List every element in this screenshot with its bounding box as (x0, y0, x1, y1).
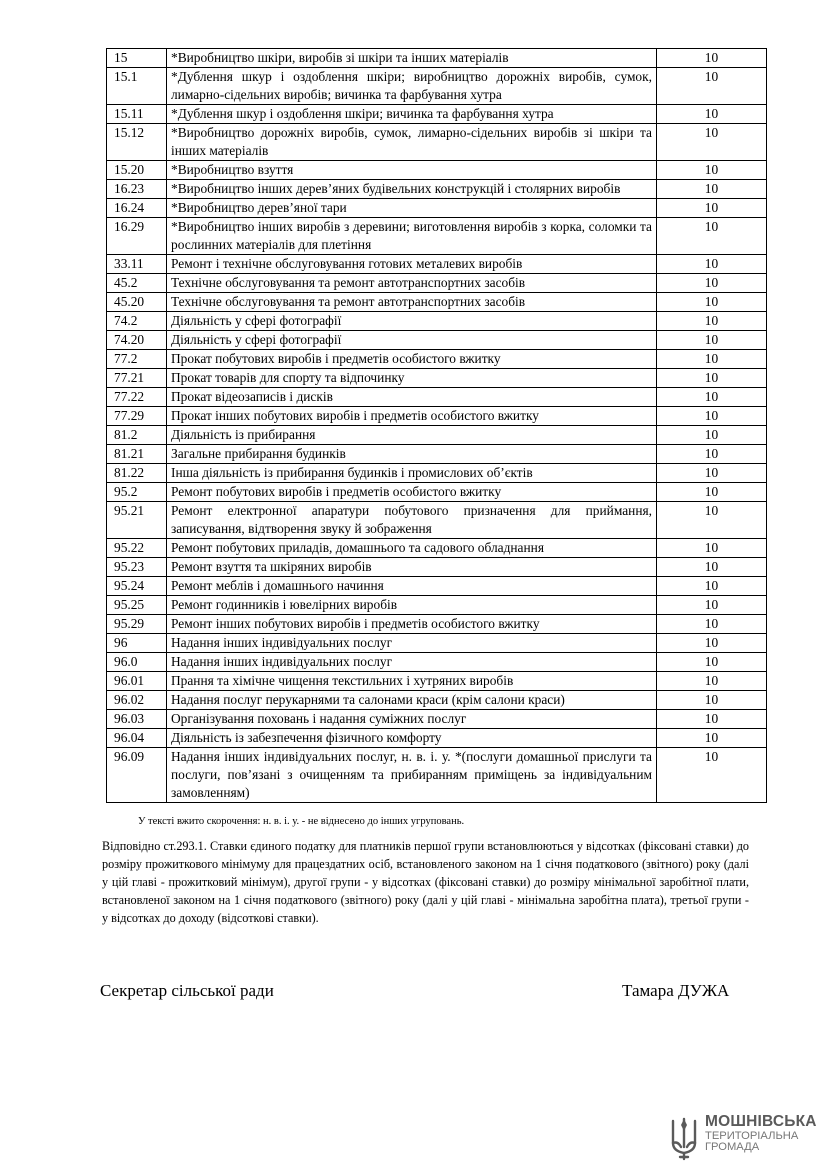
table-row (107, 293, 767, 312)
table-row (107, 68, 767, 105)
rate-cell: 10 (657, 199, 767, 218)
code-cell: 95.25 (107, 596, 167, 615)
rate-cell: 10 (657, 729, 767, 748)
code-cell: 15.1 (107, 68, 167, 105)
activity-cell: Надання послуг перукарнями та салонами краси (крім салони краси) (167, 691, 657, 710)
signature-role: Секретар сільської ради (100, 981, 274, 1000)
rate-cell: 10 (657, 445, 767, 464)
rate-cell: 10 (657, 68, 767, 105)
activity-cell: Прокат інших побутових виробів і предметів особистого вжитку (167, 407, 657, 426)
activity-cell: Ремонт взуття та шкіряних виробів (167, 558, 657, 577)
abbreviation-note: У тексті вжито скорочення: н. в. і. у. - не віднесено до інших угруповань. (138, 816, 465, 827)
table-row (107, 426, 767, 445)
table-row (107, 407, 767, 426)
code-cell: 95.23 (107, 558, 167, 577)
code-cell: 95.2 (107, 483, 167, 502)
code-cell: 74.20 (107, 331, 167, 350)
code-cell: 77.2 (107, 350, 167, 369)
table-row (107, 691, 767, 710)
table-row (107, 49, 767, 68)
rate-cell: 10 (657, 388, 767, 407)
code-cell: 16.23 (107, 180, 167, 199)
table-row (107, 502, 767, 539)
activity-cell: *Дублення шкур і оздоблення шкіри; виробництво дорожніх виробів, сумок, лимарно-сідельних виробів; вичинка та фарбування хутра (167, 68, 657, 105)
table-row (107, 105, 767, 124)
rate-cell: 10 (657, 161, 767, 180)
logo-title: МОШНІВСЬКА (705, 1113, 817, 1130)
activity-cell: Ремонт електронної апаратури побутового призначення для приймання, записування, відтворення звуку й зображення (167, 502, 657, 539)
rate-cell: 10 (657, 558, 767, 577)
code-cell: 15 (107, 49, 167, 68)
code-cell: 15.20 (107, 161, 167, 180)
rate-cell: 10 (657, 180, 767, 199)
activity-cell: Надання інших індивідуальних послуг (167, 634, 657, 653)
activity-cell: *Дублення шкур і оздоблення шкіри; вичинка та фарбування хутра (167, 105, 657, 124)
table-row (107, 180, 767, 199)
logo-line-territorial: ТЕРИТОРІАЛЬНА (705, 1130, 799, 1142)
code-cell: 81.22 (107, 464, 167, 483)
table-row (107, 558, 767, 577)
activity-cell: Технічне обслуговування та ремонт автотранспортних засобів (167, 293, 657, 312)
table-row (107, 653, 767, 672)
rate-cell: 10 (657, 407, 767, 426)
code-cell: 81.21 (107, 445, 167, 464)
activity-cell: Ремонт і технічне обслуговування готових металевих виробів (167, 255, 657, 274)
code-cell: 96.09 (107, 748, 167, 803)
code-cell: 15.12 (107, 124, 167, 161)
table-row (107, 672, 767, 691)
rate-cell: 10 (657, 691, 767, 710)
code-cell: 95.22 (107, 539, 167, 558)
table-row (107, 388, 767, 407)
table-row (107, 483, 767, 502)
activity-cell: Прокат відеозаписів і дисків (167, 388, 657, 407)
code-cell: 74.2 (107, 312, 167, 331)
rate-cell: 10 (657, 124, 767, 161)
table-row (107, 369, 767, 388)
rate-cell: 10 (657, 105, 767, 124)
rate-cell: 10 (657, 483, 767, 502)
activity-cell: Діяльність із забезпечення фізичного комфорту (167, 729, 657, 748)
table-row (107, 331, 767, 350)
activity-tax-table (106, 48, 767, 803)
code-cell: 96.01 (107, 672, 167, 691)
code-cell: 96.04 (107, 729, 167, 748)
code-cell: 96 (107, 634, 167, 653)
code-cell: 16.24 (107, 199, 167, 218)
activity-cell: Ремонт інших побутових виробів і предметів особистого вжитку (167, 615, 657, 634)
rate-cell: 10 (657, 369, 767, 388)
signature-name: Тамара ДУЖА (622, 981, 730, 1000)
activity-cell: *Виробництво дерев’яної тари (167, 199, 657, 218)
logo-line-community: ГРОМАДА (705, 1141, 760, 1153)
code-cell: 95.29 (107, 615, 167, 634)
rate-cell: 10 (657, 634, 767, 653)
rate-cell: 10 (657, 615, 767, 634)
table-row (107, 464, 767, 483)
activity-cell: Діяльність із прибирання (167, 426, 657, 445)
activity-cell: *Виробництво інших дерев’яних будівельних конструкцій і столярних виробів (167, 180, 657, 199)
code-cell: 33.11 (107, 255, 167, 274)
code-cell: 45.20 (107, 293, 167, 312)
rate-cell: 10 (657, 464, 767, 483)
activity-cell: Ремонт побутових виробів і предметів особистого вжитку (167, 483, 657, 502)
rate-cell: 10 (657, 218, 767, 255)
table-row (107, 218, 767, 255)
activity-cell: Надання інших індивідуальних послуг, н. в. і. у. *(послуги домашньої прислуги та послуги, пов’язані з очищенням та прибиранням приміщень за індивідуальним замовленням) (167, 748, 657, 803)
activity-cell: *Виробництво дорожніх виробів, сумок, лимарно-сідельних виробів зі шкіри та інших матеріалів (167, 124, 657, 161)
activity-cell: *Виробництво шкіри, виробів зі шкіри та інших матеріалів (167, 49, 657, 68)
table-body (107, 49, 767, 803)
code-cell: 77.22 (107, 388, 167, 407)
table-row (107, 124, 767, 161)
rate-cell: 10 (657, 331, 767, 350)
table-row (107, 539, 767, 558)
rate-cell: 10 (657, 350, 767, 369)
code-cell: 16.29 (107, 218, 167, 255)
rate-cell: 10 (657, 293, 767, 312)
rate-cell: 10 (657, 539, 767, 558)
table-row (107, 445, 767, 464)
table-row (107, 161, 767, 180)
community-logo (668, 1113, 817, 1161)
tax-rates-paragraph: Відповідно ст.293.1. Ставки єдиного податку для платників першої групи встановлюються у відсотках (фіксовані ставки) до розміру прожиткового мінімуму для працездатних осіб, встановленого законом на 1 січня податкового (звітного) року (далі у цій главі - прожитковий мінімум), другої групи - у відсотках (фіксовані ставки) до розміру мінімальної заробітної плати, встановленої законом на 1 січня податкового (звітного) року (далі у цій главі - мінімальна заробітна плата), третьої групи - у відсотках до доходу (відсоткові ставки). (102, 839, 749, 925)
code-cell: 15.11 (107, 105, 167, 124)
rate-cell: 10 (657, 710, 767, 729)
code-cell: 96.0 (107, 653, 167, 672)
table-row (107, 577, 767, 596)
rate-cell: 10 (657, 672, 767, 691)
rate-cell: 10 (657, 748, 767, 803)
rate-cell: 10 (657, 312, 767, 331)
code-cell: 81.2 (107, 426, 167, 445)
code-cell: 77.29 (107, 407, 167, 426)
code-cell: 96.03 (107, 710, 167, 729)
table-row (107, 710, 767, 729)
rate-cell: 10 (657, 426, 767, 445)
code-cell: 45.2 (107, 274, 167, 293)
logo-subtitle (705, 1131, 798, 1153)
code-cell: 77.21 (107, 369, 167, 388)
activity-cell: Ремонт годинників і ювелірних виробів (167, 596, 657, 615)
rate-cell: 10 (657, 49, 767, 68)
rate-cell: 10 (657, 502, 767, 539)
rate-cell: 10 (657, 577, 767, 596)
code-cell: 95.24 (107, 577, 167, 596)
activity-cell: Прокат товарів для спорту та відпочинку (167, 369, 657, 388)
rate-cell: 10 (657, 653, 767, 672)
table-row (107, 199, 767, 218)
activity-cell: Надання інших індивідуальних послуг (167, 653, 657, 672)
activity-cell: Прання та хімічне чищення текстильних і хутряних виробів (167, 672, 657, 691)
activity-cell: *Виробництво взуття (167, 161, 657, 180)
table-row (107, 748, 767, 803)
activity-cell: Інша діяльність із прибирання будинків і промислових об’єктів (167, 464, 657, 483)
activity-cell: Діяльність у сфері фотографії (167, 331, 657, 350)
activity-cell: Загальне прибирання будинків (167, 445, 657, 464)
table-row (107, 312, 767, 331)
activity-cell: Діяльність у сфері фотографії (167, 312, 657, 331)
activity-cell: Технічне обслуговування та ремонт автотранспортних засобів (167, 274, 657, 293)
activity-cell: Ремонт меблів і домашнього начиння (167, 577, 657, 596)
activity-cell: Організування поховань і надання суміжних послуг (167, 710, 657, 729)
table-row (107, 729, 767, 748)
code-cell: 96.02 (107, 691, 167, 710)
table-row (107, 596, 767, 615)
rate-cell: 10 (657, 596, 767, 615)
table-row (107, 634, 767, 653)
table-row (107, 274, 767, 293)
activity-cell: Прокат побутових виробів і предметів особистого вжитку (167, 350, 657, 369)
code-cell: 95.21 (107, 502, 167, 539)
activity-cell: *Виробництво інших виробів з деревини; виготовлення виробів з корка, соломки та рослинних матеріалів для плетіння (167, 218, 657, 255)
table-row (107, 255, 767, 274)
activity-cell: Ремонт побутових приладів, домашнього та садового обладнання (167, 539, 657, 558)
rate-cell: 10 (657, 274, 767, 293)
rate-cell: 10 (657, 255, 767, 274)
table-row (107, 615, 767, 634)
trident-icon (668, 1117, 700, 1161)
table-row (107, 350, 767, 369)
